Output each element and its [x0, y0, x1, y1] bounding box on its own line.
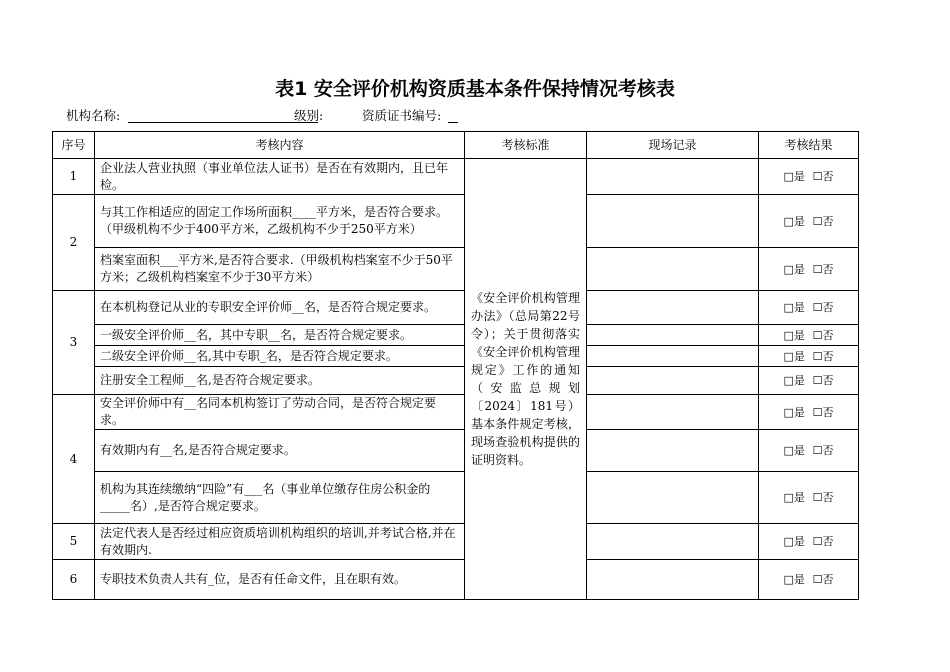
row-number: 6	[53, 560, 95, 600]
table-row	[53, 367, 859, 395]
assessment-content: 注册安全工程师__名,是否符合规定要求。	[95, 367, 465, 395]
result-cell	[759, 346, 859, 367]
no-checkbox[interactable]: ☐否	[812, 349, 834, 363]
no-checkbox[interactable]: ☐否	[812, 573, 834, 586]
no-checkbox[interactable]: ☐否	[812, 535, 834, 548]
table-row	[53, 430, 859, 472]
result-cell	[759, 395, 859, 430]
row-number: 3	[53, 291, 95, 395]
table-row	[53, 248, 859, 291]
assessment-content: 机构为其连续缴纳“四险”有___名（事业单位缴存住房公积金的_____名）,是否符合规定要求。	[95, 472, 465, 524]
table-row	[53, 346, 859, 367]
org-name-field[interactable]	[128, 122, 318, 123]
table-row	[53, 524, 859, 560]
header-num: 序号	[53, 132, 95, 159]
assessment-content: 一级安全评价师__名，其中专职__名，是否符合规定要求。	[95, 325, 465, 346]
header-record: 现场记录	[587, 132, 759, 159]
yes-checkbox[interactable]: □是	[783, 170, 805, 183]
record-cell[interactable]	[587, 472, 759, 524]
yes-checkbox[interactable]: □是	[783, 491, 805, 504]
assessment-content: 有效期内有__名,是否符合规定要求。	[95, 430, 465, 472]
assessment-standard: 《安全评价机构管理办法》（总局第22号令）；关于贯彻落实《安全评价机构管理规定》工作的通知（安监总规划〔2024〕181号）基本条件规定考核，现场查验机构提供的证明资料。	[465, 159, 587, 600]
no-checkbox[interactable]: ☐否	[812, 301, 834, 314]
record-cell[interactable]	[587, 159, 759, 195]
result-cell	[759, 367, 859, 395]
yes-checkbox[interactable]: □是	[783, 444, 805, 457]
no-checkbox[interactable]: ☐否	[812, 374, 834, 387]
cert-number-field[interactable]	[448, 122, 458, 123]
table-row	[53, 325, 859, 346]
yes-checkbox[interactable]: □是	[783, 573, 805, 586]
record-cell[interactable]	[587, 524, 759, 560]
header-result: 考核结果	[759, 132, 859, 159]
no-checkbox[interactable]: ☐否	[812, 491, 834, 504]
result-cell	[759, 195, 859, 248]
table-row	[53, 395, 859, 430]
yes-checkbox[interactable]: □是	[783, 349, 805, 363]
yes-checkbox[interactable]: □是	[783, 405, 805, 419]
cert-number-label: 资质证书编号:	[362, 108, 442, 123]
record-cell[interactable]	[587, 367, 759, 395]
page-title: 表1 安全评价机构资质基本条件保持情况考核表	[275, 78, 675, 100]
assessment-content: 档案室面积___平方米,是否符合要求.（甲级机构档案室不少于50平方米；乙级机构档案室不少于30平方米）	[95, 248, 465, 291]
table-row	[53, 560, 859, 600]
row-number: 4	[53, 395, 95, 524]
yes-checkbox[interactable]: □是	[783, 214, 805, 228]
header-standard: 考核标准	[465, 132, 587, 159]
result-cell	[759, 430, 859, 472]
no-checkbox[interactable]: ☐否	[812, 170, 834, 183]
record-cell[interactable]	[587, 325, 759, 346]
record-cell[interactable]	[587, 395, 759, 430]
row-number: 5	[53, 524, 95, 560]
yes-checkbox[interactable]: □是	[783, 535, 805, 548]
record-cell[interactable]	[587, 430, 759, 472]
assessment-content: 企业法人营业执照（事业单位法人证书）是否在有效期内，且已年检。	[95, 159, 465, 195]
table-row	[53, 159, 859, 195]
assessment-content: 法定代表人是否经过相应资质培训机构组织的培训,并考试合格,并在有效期内.	[95, 524, 465, 560]
yes-checkbox[interactable]: □是	[783, 328, 805, 342]
record-cell[interactable]	[587, 291, 759, 325]
record-cell[interactable]	[587, 195, 759, 248]
table-row	[53, 195, 859, 248]
no-checkbox[interactable]: ☐否	[812, 214, 834, 228]
result-cell	[759, 291, 859, 325]
org-name-label: 机构名称:	[66, 108, 121, 123]
result-cell	[759, 524, 859, 560]
header-content: 考核内容	[95, 132, 465, 159]
level-label: 级别:	[294, 108, 324, 123]
result-cell	[759, 325, 859, 346]
no-checkbox[interactable]: ☐否	[812, 328, 834, 342]
record-cell[interactable]	[587, 560, 759, 600]
result-cell	[759, 248, 859, 291]
assessment-table	[52, 131, 859, 600]
no-checkbox[interactable]: ☐否	[812, 444, 834, 457]
assessment-content: 在本机构登记从业的专职安全评价师__名，是否符合规定要求。	[95, 291, 465, 325]
no-checkbox[interactable]: ☐否	[812, 262, 834, 276]
result-cell	[759, 159, 859, 195]
result-cell	[759, 472, 859, 524]
assessment-content: 与其工作相适应的固定工作场所面积____平方米，是否符合要求。（甲级机构不少于400平方米，乙级机构不少于250平方米）	[95, 195, 465, 248]
assessment-content: 安全评价师中有__名同本机构签订了劳动合同，是否符合规定要求。	[95, 395, 465, 430]
yes-checkbox[interactable]: □是	[783, 374, 805, 387]
no-checkbox[interactable]: ☐否	[812, 405, 834, 419]
assessment-content: 专职技术负责人共有_位，是否有任命文件，且在职有效。	[95, 560, 465, 600]
table-row	[53, 291, 859, 325]
row-number: 1	[53, 159, 95, 195]
assessment-content: 二级安全评价师__名,其中专职_名，是否符合规定要求。	[95, 346, 465, 367]
record-cell[interactable]	[587, 346, 759, 367]
row-number: 2	[53, 195, 95, 291]
record-cell[interactable]	[587, 248, 759, 291]
table-header-row	[53, 132, 859, 159]
yes-checkbox[interactable]: □是	[783, 301, 805, 314]
table-row	[53, 472, 859, 524]
yes-checkbox[interactable]: □是	[783, 262, 805, 276]
result-cell	[759, 560, 859, 600]
